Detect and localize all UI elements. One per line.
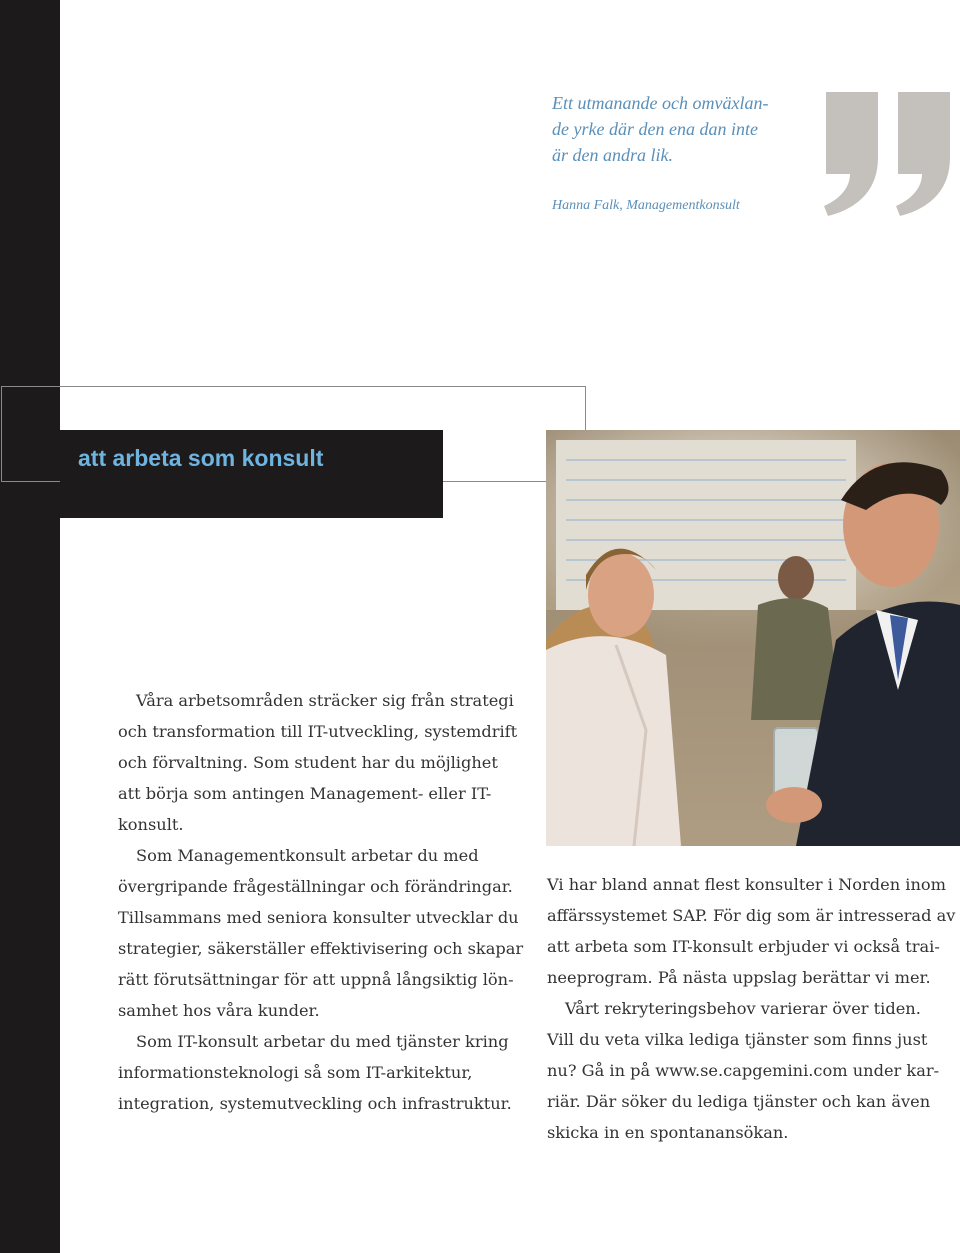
text-line: att arbeta som IT-konsult erbjuder vi också trai- — [547, 937, 940, 956]
paragraph — [118, 685, 538, 840]
text-line: Våra arbetsområden sträcker sig från strategi — [136, 691, 514, 710]
title-band — [60, 430, 443, 518]
paragraph — [118, 840, 538, 1026]
text-line: samhet hos våra kunder. — [118, 1001, 320, 1020]
text-line: strategier, säkerställer effektivisering och skapar — [118, 939, 524, 958]
right-text-column — [547, 869, 959, 1148]
text-line: Tillsammans med seniora konsulter utvecklar du — [118, 908, 519, 927]
text-line: nu? Gå in på www.se.capgemini.com under kar- — [547, 1061, 940, 1080]
left-sidebar-band — [0, 0, 60, 1253]
photo-two-people-talking — [546, 430, 960, 846]
text-line: neeprogram. På nästa uppslag berättar vi mer. — [547, 968, 931, 987]
photo-illustration — [546, 430, 960, 846]
closing-quote-icon — [818, 88, 958, 218]
text-line: att börja som antingen Management- eller IT- — [118, 784, 492, 803]
paragraph — [547, 869, 959, 993]
section-title: att arbeta som konsult — [78, 445, 324, 471]
paragraph — [547, 993, 959, 1148]
text-line: Som Managementkonsult arbetar du med — [136, 846, 479, 865]
quote-attribution: Hanna Falk, Managementkonsult — [552, 198, 740, 213]
pull-quote-line: de yrke där den ena dan inte — [552, 119, 758, 139]
text-line: Vill du veta vilka lediga tjänster som finns just — [547, 1030, 928, 1049]
left-text-column — [118, 685, 538, 1119]
pull-quote-line: är den andra lik. — [552, 145, 673, 165]
text-line: konsult. — [118, 815, 184, 834]
text-line: Som IT-konsult arbetar du med tjänster kring — [136, 1032, 509, 1051]
text-line: och förvaltning. Som student har du möjlighet — [118, 753, 498, 772]
text-line: riär. Där söker du lediga tjänster och kan även — [547, 1092, 931, 1111]
text-line: och transformation till IT-utveckling, systemdrift — [118, 722, 518, 741]
text-line: integration, systemutveckling och infrastruktur. — [118, 1094, 512, 1113]
pull-quote-line: Ett utmanande och omväxlan- — [552, 93, 769, 113]
text-line: rätt förutsättningar för att uppnå långsiktig lön- — [118, 970, 514, 989]
text-line: affärssystemet SAP. För dig som är intresserad av — [547, 906, 956, 925]
paragraph — [118, 1026, 538, 1119]
text-line: Vårt rekryteringsbehov varierar över tiden. — [565, 999, 921, 1018]
text-line: informationsteknologi så som IT-arkitektur, — [118, 1063, 473, 1082]
text-line: övergripande frågeställningar och förändringar. — [118, 877, 513, 896]
text-line: Vi har bland annat flest konsulter i Norden inom — [547, 875, 946, 894]
pull-quote — [552, 90, 822, 168]
text-line: skicka in en spontanansökan. — [547, 1123, 789, 1142]
